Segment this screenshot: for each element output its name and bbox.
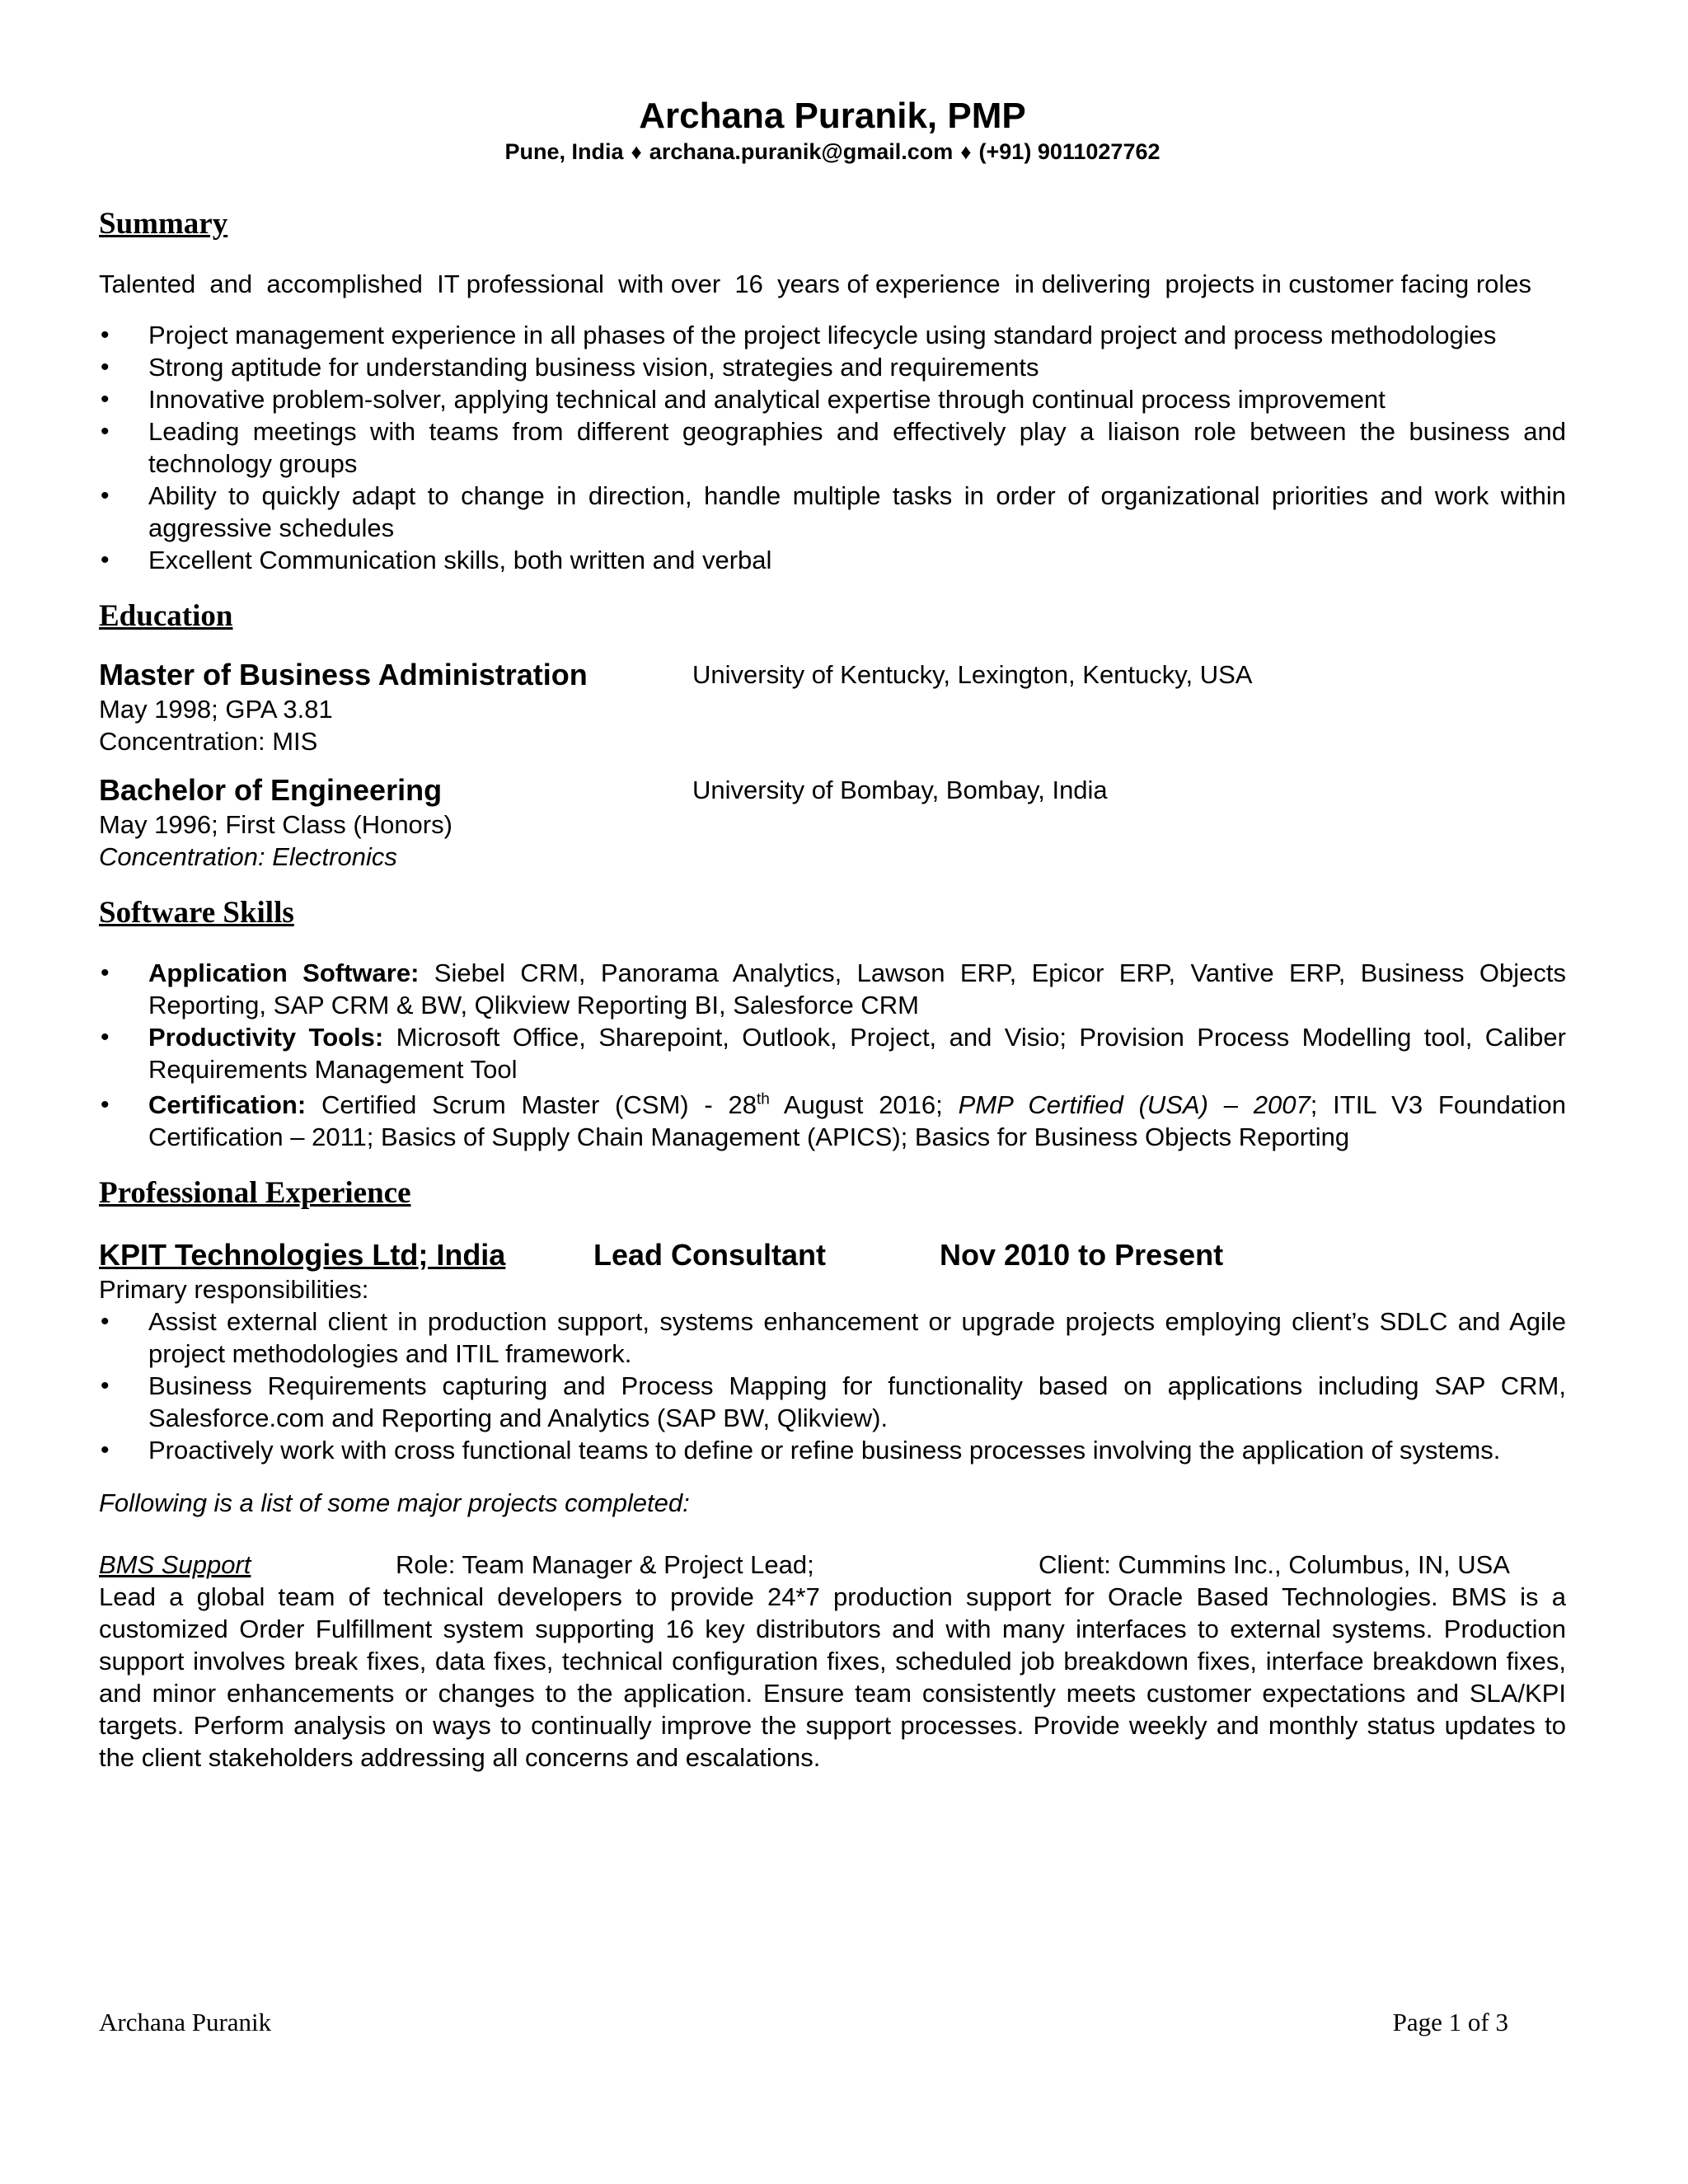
list-item: • Innovative problem-solver, applying technical and analytical expertise through continual process improvement [99, 383, 1566, 415]
phone: (+91) 9011027762 [978, 139, 1160, 164]
degree-concentration: Concentration: MIS [99, 727, 318, 756]
list-item: • Proactively work with cross functional teams to define or refine business processes involving the application of systems. [99, 1434, 1566, 1466]
degree-header [99, 657, 1566, 693]
skill-label: Application Software: [148, 958, 420, 987]
project-header [99, 1549, 1566, 1581]
list-item: • Excellent Communication skills, both written and verbal [99, 544, 1566, 576]
contact-line [99, 138, 1566, 166]
project-description: Lead a global team of technical developers to provide 24*7 production support for Oracle Based Technologies. BMS is a customized Order Fulfillment system supporting 16 key distributors and with many interfaces to external systems. Production support involves break fixes, data fixes, technical configuration fixes, scheduled job breakdown fixes, interface breakdown fixes, and minor enhancements or changes to the application. Ensure team consistently meets customer expectations and SLA/KPI targets. Perform analysis on ways to continually improve the support processes. Provide weekly and monthly status updates to the client stakeholders addressing all concerns and escalations. [99, 1582, 1566, 1772]
projects-intro: Following is a list of some major projects completed: [99, 1488, 690, 1517]
degree-concentration: Concentration: Electronics [99, 842, 397, 871]
degree-entry [99, 657, 1566, 757]
diamond-separator-icon: ♦ [960, 139, 972, 164]
job-header [99, 1237, 1566, 1273]
location: Pune, India [504, 139, 624, 164]
section-heading-education: Education [99, 599, 233, 633]
skill-text: August 2016; [769, 1090, 959, 1119]
degree-entry [99, 772, 1566, 873]
job-title: Lead Consultant [593, 1238, 827, 1272]
skill-text-italic: PMP Certified (USA) – 2007 [958, 1090, 1311, 1119]
page-number: Page 1 of 3 [1392, 2008, 1508, 2036]
skill-text: ; ITIL V3 Foundation Certification – 2011; Basics of Supply Chain Management (APICS); Basics for Business Objects Reporting [148, 1090, 1566, 1151]
section-heading-experience: Professional Experience [99, 1176, 411, 1210]
degree-title: Master of Business Administration [99, 658, 588, 691]
list-item: • Business Requirements capturing and Process Mapping for functionality based on applications including SAP CRM, Salesforce.com and Reporting and Analytics (SAP BW, Qlikview). [99, 1370, 1566, 1434]
skills-bullet-list [99, 957, 1566, 1153]
degree-date: May 1996; First Class (Honors) [99, 810, 452, 839]
list-item [99, 1089, 1566, 1153]
job-dates: Nov 2010 to Present [940, 1238, 1224, 1272]
list-item: • Leading meetings with teams from different geographies and effectively play a liaison role between the business and technology groups [99, 415, 1566, 480]
degree-title: Bachelor of Engineering [99, 773, 443, 807]
job-company: KPIT Technologies Ltd; India [99, 1238, 506, 1272]
list-item: • Project management experience in all phases of the project lifecycle using standard project and process methodologies [99, 319, 1566, 351]
degree-school: University of Bombay, Bombay, India [692, 776, 1108, 804]
degree-header [99, 772, 1566, 808]
degree-date: May 1998; GPA 3.81 [99, 695, 333, 724]
diamond-separator-icon: ♦ [631, 139, 642, 164]
job-bullet-list [99, 1305, 1566, 1466]
project-role: Role: Team Manager & Project Lead; [396, 1550, 814, 1579]
skill-label: Certification: [148, 1090, 307, 1119]
email[interactable]: archana.puranik@gmail.com [649, 139, 954, 164]
section-heading-skills: Software Skills [99, 896, 294, 930]
ordinal-suffix: th [756, 1090, 770, 1108]
skill-text: Microsoft Office, Sharepoint, Outlook, Project, and Visio; Provision Process Modelling tool, Caliber Requirements Management Tool [148, 1023, 1566, 1084]
list-item: • Ability to quickly adapt to change in direction, handle multiple tasks in order of organizational priorities and work within aggressive schedules [99, 480, 1566, 544]
skill-text: Siebel CRM, Panorama Analytics, Lawson ERP, Epicor ERP, Vantive ERP, Business Objects Reporting, SAP CRM & BW, Qlikview Reporting BI, Salesforce CRM [148, 958, 1566, 1019]
section-heading-summary: Summary [99, 207, 228, 241]
resume-name: Archana Puranik, PMP [639, 96, 1026, 136]
list-item [99, 1021, 1566, 1085]
skill-text: Certified Scrum Master (CSM) - 28 [306, 1090, 757, 1119]
project-name: BMS Support [99, 1550, 251, 1579]
footer-name: Archana Puranik [99, 2008, 272, 2036]
summary-intro: Talented and accomplished IT professional with over 16 years of experience in delivering projects in customer facing roles [99, 269, 1532, 298]
list-item: • Strong aptitude for understanding business vision, strategies and requirements [99, 351, 1566, 383]
job-intro: Primary responsibilities: [99, 1275, 369, 1304]
list-item [99, 957, 1566, 1021]
skill-label: Productivity Tools: [148, 1023, 384, 1052]
degree-school: University of Kentucky, Lexington, Kentucky, USA [692, 660, 1253, 689]
project-client: Client: Cummins Inc., Columbus, IN, USA [1039, 1550, 1510, 1579]
page-footer [99, 2007, 1508, 2038]
summary-bullet-list [99, 319, 1566, 576]
list-item: • Assist external client in production support, systems enhancement or upgrade projects employing client’s SDLC and Agile project methodologies and ITIL framework. [99, 1305, 1566, 1370]
